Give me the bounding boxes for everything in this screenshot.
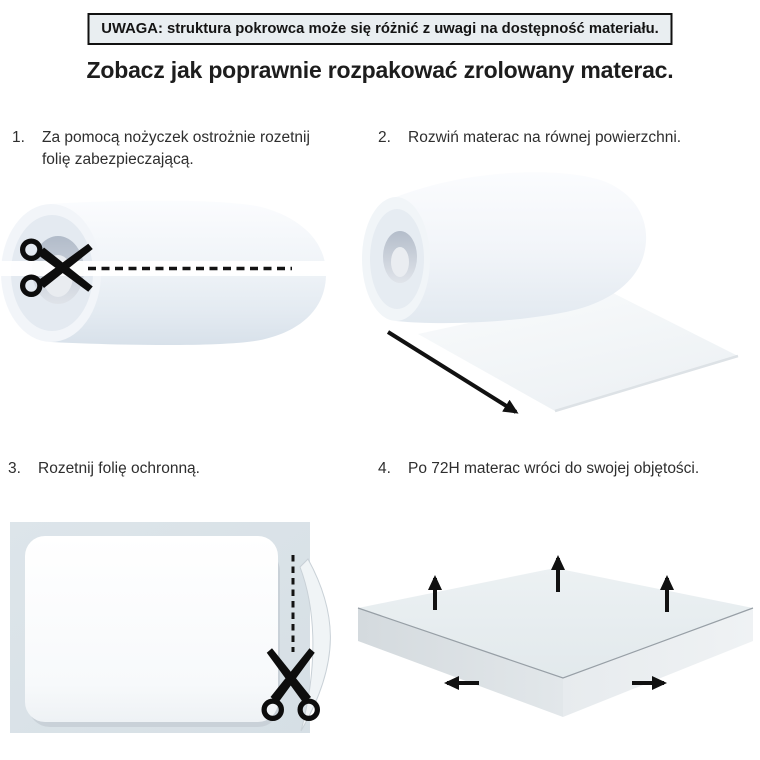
- rolled-mattress-graphic: [0, 190, 335, 395]
- step-3-text: Rozetnij folię ochronną.: [38, 460, 200, 477]
- notice-banner: [88, 13, 673, 45]
- step-3-number: 3.: [8, 460, 21, 477]
- page-title: Zobacz jak poprawnie rozpakować zrolowany materac.: [86, 57, 674, 83]
- step-2-label: [378, 127, 748, 149]
- step-3-label: [8, 458, 348, 480]
- notice-banner-text: UWAGA: struktura pokrowca może się różnić z uwagi na dostępność materiału.: [101, 21, 659, 37]
- step-1-text: Za pomocą nożyczek ostrożnie rozetnij folię zabezpieczającą.: [42, 129, 310, 168]
- step-2-text: Rozwiń materac na równej powierzchni.: [408, 129, 682, 146]
- roll-core-inner: [391, 247, 409, 277]
- step-1-number: 1.: [12, 129, 25, 146]
- step-2-number: 2.: [378, 129, 391, 146]
- step-1-label: [12, 127, 324, 171]
- step-4-number: 4.: [378, 460, 391, 477]
- mattress-in-foil-graphic: [5, 517, 345, 742]
- expanded-mattress-graphic: [357, 542, 757, 757]
- step-4-label: [378, 458, 754, 480]
- unrolling-mattress-graphic: [356, 162, 752, 422]
- mattress: [25, 536, 278, 722]
- step-4-text: Po 72H materac wróci do swojej objętości.: [408, 460, 700, 477]
